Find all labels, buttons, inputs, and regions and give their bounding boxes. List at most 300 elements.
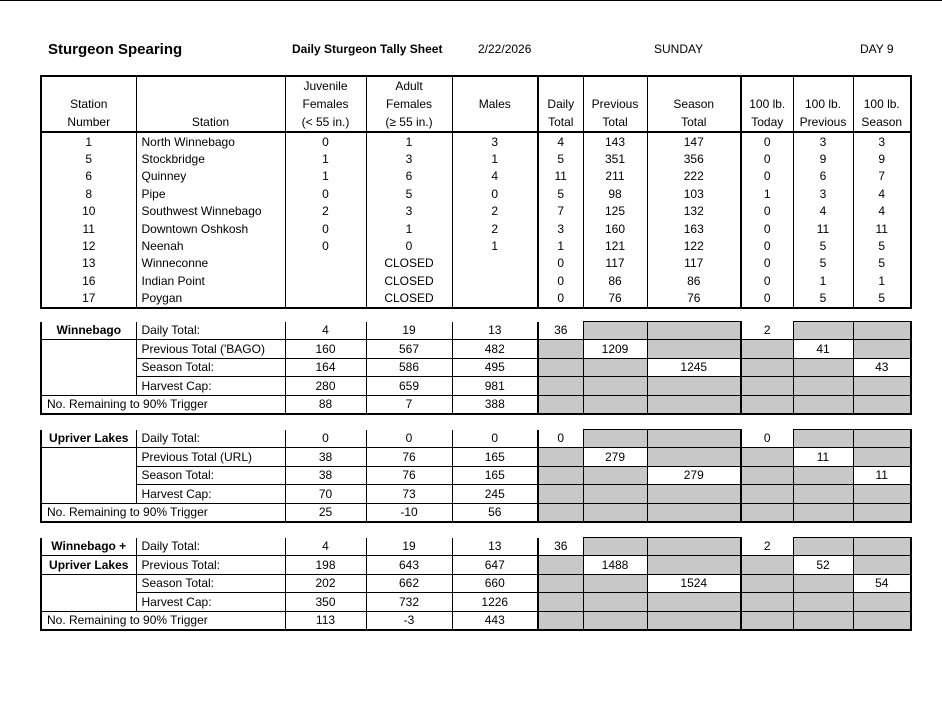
- summary-row-label: Season Total:: [136, 466, 285, 484]
- shaded-cell: [538, 340, 583, 358]
- cell-station-number: 16: [41, 272, 136, 289]
- summary-name: [41, 340, 136, 358]
- cell-juvenile-females: 1: [285, 168, 366, 185]
- col-lb-previous-line1: 100 lb.: [793, 95, 853, 113]
- cell-previous-total: 211: [583, 168, 647, 185]
- shaded-cell: [647, 611, 741, 630]
- cell-season-total: 1245: [647, 358, 741, 376]
- cell-males: [452, 255, 538, 272]
- cell-lb-previous: 4: [793, 203, 853, 220]
- cell-station-name: Southwest Winnebago: [136, 203, 285, 220]
- cell-males: 1: [452, 237, 538, 254]
- cell-juvenile-females: 0: [285, 185, 366, 202]
- summary-table: [40, 321, 912, 415]
- station-row: [41, 255, 911, 272]
- cell-daily-total: 3: [538, 220, 583, 237]
- cell-daily-total: 0: [538, 430, 583, 448]
- summary-row-label: Daily Total:: [136, 538, 285, 556]
- shaded-cell: [647, 556, 741, 574]
- cell-lb-today: 2: [741, 322, 793, 340]
- cell-lb-today: 0: [741, 430, 793, 448]
- cell-previous-total: 1209: [583, 340, 647, 358]
- cell-males: 13: [452, 322, 538, 340]
- station-row: [41, 132, 911, 150]
- cell-station-name: Indian Point: [136, 272, 285, 289]
- shaded-cell: [853, 503, 911, 522]
- col-station: Station: [136, 113, 285, 132]
- header-row-2: [41, 95, 911, 113]
- header-row-3: [41, 113, 911, 132]
- cell-lb-today: 0: [741, 203, 793, 220]
- cell-lb-previous: 41: [793, 340, 853, 358]
- cell-station-number: 1: [41, 132, 136, 150]
- cell-males: 3: [452, 132, 538, 150]
- cell-station-number: 11: [41, 220, 136, 237]
- summary-row-label: Harvest Cap:: [136, 485, 285, 503]
- cell-lb-today: 2: [741, 538, 793, 556]
- cell-lb-previous: 11: [793, 448, 853, 466]
- summary-table: [40, 429, 912, 523]
- cell-daily-total: 0: [538, 290, 583, 308]
- sheet-weekday: SUNDAY: [654, 42, 704, 56]
- cell-station-name: Downtown Oshkosh: [136, 220, 285, 237]
- cell-station-name: Neenah: [136, 237, 285, 254]
- summary-name: [41, 358, 136, 376]
- shaded-cell: [853, 593, 911, 611]
- col-lb-season-line1: 100 lb.: [853, 95, 911, 113]
- cell-lb-today: 0: [741, 290, 793, 308]
- summary-row: [41, 574, 911, 592]
- cell-juvenile-females: 25: [285, 503, 366, 522]
- shaded-cell: [741, 574, 793, 592]
- col-lb-previous-line2: Previous: [793, 113, 853, 132]
- cell-lb-today: 0: [741, 150, 793, 167]
- station-row: [41, 185, 911, 202]
- cell-station-number: 10: [41, 203, 136, 220]
- cell-station-number: 6: [41, 168, 136, 185]
- summary-row-label: Harvest Cap:: [136, 377, 285, 395]
- shaded-cell: [853, 377, 911, 395]
- shaded-cell: [741, 377, 793, 395]
- summary-name: [41, 574, 136, 592]
- cell-lb-season: 4: [853, 185, 911, 202]
- col-lb-today-line1: 100 lb.: [741, 95, 793, 113]
- remaining-label: No. Remaining to 90% Trigger: [41, 503, 285, 522]
- cell-lb-season: 3: [853, 132, 911, 150]
- cell-daily-total: 36: [538, 538, 583, 556]
- cell-juvenile-females: 202: [285, 574, 366, 592]
- remaining-label: No. Remaining to 90% Trigger: [41, 395, 285, 414]
- shaded-cell: [793, 358, 853, 376]
- cell-previous-total: 143: [583, 132, 647, 150]
- cell-season-total: 117: [647, 255, 741, 272]
- shaded-cell: [741, 556, 793, 574]
- summary-name: [41, 448, 136, 466]
- cell-juvenile-females: [285, 272, 366, 289]
- cell-adult-females: 586: [366, 358, 452, 376]
- cell-adult-females: 1: [366, 220, 452, 237]
- shaded-cell: [647, 593, 741, 611]
- cell-juvenile-females: 280: [285, 377, 366, 395]
- cell-station-number: 13: [41, 255, 136, 272]
- cell-juvenile-females: 2: [285, 203, 366, 220]
- cell-males: [452, 272, 538, 289]
- shaded-cell: [583, 466, 647, 484]
- cell-previous-total: 351: [583, 150, 647, 167]
- cell-adult-females: 643: [366, 556, 452, 574]
- cell-station-name: Winneconne: [136, 255, 285, 272]
- cell-adult-females: 0: [366, 237, 452, 254]
- shaded-cell: [793, 466, 853, 484]
- shaded-cell: [741, 358, 793, 376]
- shaded-cell: [793, 377, 853, 395]
- shaded-cell: [538, 485, 583, 503]
- station-row: [41, 203, 911, 220]
- cell-station-number: 17: [41, 290, 136, 308]
- station-row: [41, 272, 911, 289]
- shaded-cell: [741, 448, 793, 466]
- shaded-cell: [793, 485, 853, 503]
- shaded-cell: [793, 395, 853, 414]
- shaded-cell: [583, 503, 647, 522]
- summary-row: [41, 503, 911, 522]
- cell-lb-season: 9: [853, 150, 911, 167]
- col-males: Males: [452, 95, 538, 113]
- cell-daily-total: 4: [538, 132, 583, 150]
- cell-lb-today: 0: [741, 272, 793, 289]
- col-adult-line3: (≥ 55 in.): [366, 113, 452, 132]
- station-row: [41, 168, 911, 185]
- cell-adult-females: -10: [366, 503, 452, 522]
- cell-previous-total: 117: [583, 255, 647, 272]
- cell-lb-previous: 5: [793, 255, 853, 272]
- shaded-cell: [741, 485, 793, 503]
- cell-season-total: 103: [647, 185, 741, 202]
- cell-lb-today: 0: [741, 220, 793, 237]
- summary-row: [41, 593, 911, 611]
- col-season-line1: Season: [647, 95, 741, 113]
- cell-males: 2: [452, 203, 538, 220]
- summary-row: [41, 448, 911, 466]
- summary-row-label: Previous Total ('BAGO): [136, 340, 285, 358]
- cell-daily-total: 0: [538, 255, 583, 272]
- sheet-day-number: DAY 9: [860, 42, 894, 56]
- shaded-cell: [853, 538, 911, 556]
- header-row-1: [41, 76, 911, 95]
- sheet-title: Sturgeon Spearing: [48, 41, 183, 58]
- cell-daily-total: 36: [538, 322, 583, 340]
- cell-adult-females: 0: [366, 430, 452, 448]
- cell-season-total: 122: [647, 237, 741, 254]
- cell-lb-previous: 3: [793, 132, 853, 150]
- shaded-cell: [793, 430, 853, 448]
- cell-station-name: North Winnebago: [136, 132, 285, 150]
- cell-lb-previous: 1: [793, 272, 853, 289]
- cell-juvenile-females: 198: [285, 556, 366, 574]
- shaded-cell: [741, 611, 793, 630]
- shaded-cell: [793, 574, 853, 592]
- shaded-cell: [853, 430, 911, 448]
- cell-lb-previous: 5: [793, 290, 853, 308]
- cell-daily-total: 7: [538, 203, 583, 220]
- cell-juvenile-females: 4: [285, 538, 366, 556]
- cell-adult-females: 3: [366, 203, 452, 220]
- shaded-cell: [538, 611, 583, 630]
- cell-males: 1: [452, 150, 538, 167]
- cell-daily-total: 11: [538, 168, 583, 185]
- summary-row: [41, 395, 911, 414]
- shaded-cell: [647, 538, 741, 556]
- cell-juvenile-females: 70: [285, 485, 366, 503]
- summary-row: [41, 340, 911, 358]
- cell-lb-previous: 3: [793, 185, 853, 202]
- cell-daily-total: 1: [538, 237, 583, 254]
- cell-daily-total: 0: [538, 272, 583, 289]
- col-season-line2: Total: [647, 113, 741, 132]
- shaded-cell: [538, 574, 583, 592]
- station-row: [41, 220, 911, 237]
- cell-adult-females: 1: [366, 132, 452, 150]
- cell-lb-today: 1: [741, 185, 793, 202]
- shaded-cell: [538, 556, 583, 574]
- cell-lb-previous: 52: [793, 556, 853, 574]
- shaded-cell: [583, 485, 647, 503]
- shaded-cell: [647, 503, 741, 522]
- cell-juvenile-females: 0: [285, 132, 366, 150]
- col-juvenile-line1: Juvenile: [285, 76, 366, 95]
- summary-name: [41, 485, 136, 503]
- shaded-cell: [647, 340, 741, 358]
- shaded-cell: [538, 448, 583, 466]
- summary-row: [41, 322, 911, 340]
- cell-males: 2: [452, 220, 538, 237]
- station-tally-table: [40, 75, 912, 309]
- col-lb-today-line2: Today: [741, 113, 793, 132]
- cell-season-total: 1524: [647, 574, 741, 592]
- cell-males: 0: [452, 430, 538, 448]
- cell-previous-total: 121: [583, 237, 647, 254]
- cell-lb-today: 0: [741, 168, 793, 185]
- summary-row: [41, 377, 911, 395]
- shaded-cell: [583, 377, 647, 395]
- cell-males: 482: [452, 340, 538, 358]
- shaded-cell: [538, 377, 583, 395]
- cell-station-name: Quinney: [136, 168, 285, 185]
- cell-adult-females: 5: [366, 185, 452, 202]
- station-row: [41, 290, 911, 308]
- cell-males: 1226: [452, 593, 538, 611]
- cell-adult-females: 19: [366, 538, 452, 556]
- shaded-cell: [793, 322, 853, 340]
- col-juvenile-line3: (< 55 in.): [285, 113, 366, 132]
- shaded-cell: [583, 395, 647, 414]
- cell-station-number: 8: [41, 185, 136, 202]
- summary-row-label: Harvest Cap:: [136, 593, 285, 611]
- cell-lb-season: 11: [853, 220, 911, 237]
- summary-name: Upriver Lakes: [41, 556, 136, 574]
- cell-juvenile-females: 350: [285, 593, 366, 611]
- cell-males: [452, 290, 538, 308]
- cell-season-total: 222: [647, 168, 741, 185]
- shaded-cell: [583, 538, 647, 556]
- cell-juvenile-females: 0: [285, 237, 366, 254]
- cell-juvenile-females: 0: [285, 220, 366, 237]
- shaded-cell: [741, 503, 793, 522]
- remaining-label: No. Remaining to 90% Trigger: [41, 611, 285, 630]
- summary-row-label: Daily Total:: [136, 430, 285, 448]
- col-previous-line1: Previous: [583, 95, 647, 113]
- summary-name: [41, 377, 136, 395]
- cell-males: 245: [452, 485, 538, 503]
- col-adult-line1: Adult: [366, 76, 452, 95]
- summary-row: [41, 538, 911, 556]
- cell-lb-season: 5: [853, 255, 911, 272]
- cell-season-total: 356: [647, 150, 741, 167]
- cell-station-name: Pipe: [136, 185, 285, 202]
- cell-males: 443: [452, 611, 538, 630]
- cell-lb-previous: 11: [793, 220, 853, 237]
- shaded-cell: [647, 395, 741, 414]
- shaded-cell: [793, 611, 853, 630]
- shaded-cell: [647, 430, 741, 448]
- cell-juvenile-females: [285, 290, 366, 308]
- shaded-cell: [853, 611, 911, 630]
- cell-lb-season: 5: [853, 237, 911, 254]
- shaded-cell: [793, 503, 853, 522]
- cell-adult-females: 76: [366, 466, 452, 484]
- cell-previous-total: 76: [583, 290, 647, 308]
- shaded-cell: [853, 322, 911, 340]
- col-station-number-line2: Number: [41, 113, 136, 132]
- cell-lb-today: 0: [741, 132, 793, 150]
- cell-adult-females: 76: [366, 448, 452, 466]
- sheet-date: 2/22/2026: [478, 42, 532, 56]
- col-daily-line2: Total: [538, 113, 583, 132]
- cell-lb-season: 43: [853, 358, 911, 376]
- cell-lb-season: 4: [853, 203, 911, 220]
- shaded-cell: [853, 448, 911, 466]
- station-row: [41, 150, 911, 167]
- summary-name: [41, 466, 136, 484]
- cell-juvenile-females: 38: [285, 466, 366, 484]
- cell-season-total: 132: [647, 203, 741, 220]
- cell-juvenile-females: 4: [285, 322, 366, 340]
- col-adult-line2: Females: [366, 95, 452, 113]
- shaded-cell: [853, 395, 911, 414]
- shaded-cell: [853, 556, 911, 574]
- summary-name: Winnebago +: [41, 538, 136, 556]
- cell-adult-females: 6: [366, 168, 452, 185]
- cell-lb-today: 0: [741, 255, 793, 272]
- shaded-cell: [741, 340, 793, 358]
- cell-males: 165: [452, 466, 538, 484]
- shaded-cell: [538, 395, 583, 414]
- shaded-cell: [538, 593, 583, 611]
- cell-males: 981: [452, 377, 538, 395]
- cell-males: 495: [452, 358, 538, 376]
- shaded-cell: [647, 377, 741, 395]
- col-juvenile-line2: Females: [285, 95, 366, 113]
- cell-adult-females: 659: [366, 377, 452, 395]
- cell-males: 4: [452, 168, 538, 185]
- cell-station-number: 5: [41, 150, 136, 167]
- cell-juvenile-females: 164: [285, 358, 366, 376]
- cell-juvenile-females: 88: [285, 395, 366, 414]
- cell-males: 165: [452, 448, 538, 466]
- summary-row: [41, 358, 911, 376]
- shaded-cell: [741, 593, 793, 611]
- summary-row: [41, 485, 911, 503]
- cell-adult-females: 3: [366, 150, 452, 167]
- summary-row-label: Previous Total (URL): [136, 448, 285, 466]
- cell-adult-females: -3: [366, 611, 452, 630]
- cell-males: 56: [452, 503, 538, 522]
- cell-previous-total: 86: [583, 272, 647, 289]
- cell-adult-females: 19: [366, 322, 452, 340]
- shaded-cell: [583, 358, 647, 376]
- cell-lb-previous: 6: [793, 168, 853, 185]
- cell-station-number: 12: [41, 237, 136, 254]
- cell-lb-season: 5: [853, 290, 911, 308]
- cell-lb-season: 54: [853, 574, 911, 592]
- shaded-cell: [793, 593, 853, 611]
- cell-season-total: 76: [647, 290, 741, 308]
- shaded-cell: [647, 448, 741, 466]
- shaded-cell: [741, 466, 793, 484]
- cell-adult-females: CLOSED: [366, 290, 452, 308]
- summary-table: [40, 537, 912, 631]
- cell-season-total: 86: [647, 272, 741, 289]
- col-previous-line2: Total: [583, 113, 647, 132]
- summary-row: [41, 466, 911, 484]
- summary-row: [41, 556, 911, 574]
- summary-row-label: Season Total:: [136, 574, 285, 592]
- cell-previous-total: 160: [583, 220, 647, 237]
- cell-adult-females: 567: [366, 340, 452, 358]
- shaded-cell: [583, 430, 647, 448]
- shaded-cell: [583, 322, 647, 340]
- cell-juvenile-females: 160: [285, 340, 366, 358]
- cell-daily-total: 5: [538, 185, 583, 202]
- shaded-cell: [793, 538, 853, 556]
- cell-station-name: Stockbridge: [136, 150, 285, 167]
- summary-row: [41, 611, 911, 630]
- col-lb-season-line2: Season: [853, 113, 911, 132]
- cell-lb-season: 7: [853, 168, 911, 185]
- cell-daily-total: 5: [538, 150, 583, 167]
- cell-males: 388: [452, 395, 538, 414]
- cell-previous-total: 125: [583, 203, 647, 220]
- cell-juvenile-females: 1: [285, 150, 366, 167]
- cell-juvenile-females: [285, 255, 366, 272]
- shaded-cell: [583, 611, 647, 630]
- cell-previous-total: 1488: [583, 556, 647, 574]
- cell-season-total: 147: [647, 132, 741, 150]
- shaded-cell: [538, 466, 583, 484]
- sheet-subtitle: Daily Sturgeon Tally Sheet: [292, 42, 443, 56]
- cell-season-total: 163: [647, 220, 741, 237]
- cell-station-name: Poygan: [136, 290, 285, 308]
- summary-name: [41, 593, 136, 611]
- shaded-cell: [647, 322, 741, 340]
- cell-males: 660: [452, 574, 538, 592]
- cell-juvenile-females: 113: [285, 611, 366, 630]
- shaded-cell: [538, 503, 583, 522]
- summary-row-label: Previous Total:: [136, 556, 285, 574]
- cell-lb-season: 1: [853, 272, 911, 289]
- cell-adult-females: CLOSED: [366, 255, 452, 272]
- cell-lb-today: 0: [741, 237, 793, 254]
